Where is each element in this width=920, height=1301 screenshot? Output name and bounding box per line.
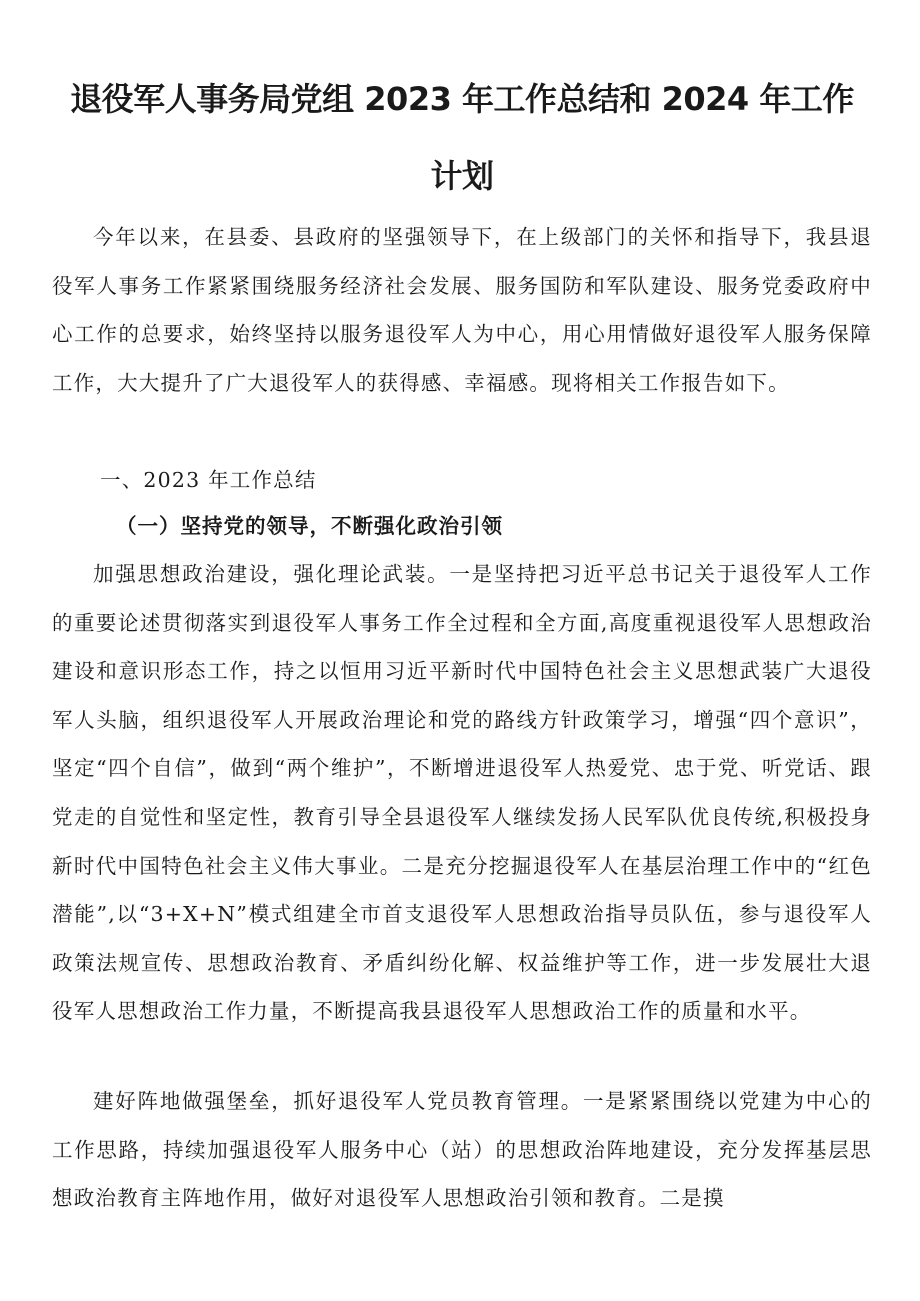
body-paragraph-ideology: 加强思想政治建设，强化理论武装。一是坚持把习近平总书记关于退役军人工作的重要论述贯彻落实到退役军人事务工作全过程和全方面,高度重视退役军人思想政治建设和意识形态工作，持之以恒用习近平新时代中国特色社会主义思想武装广大退役军人头脑，组织退役军人开展政治理论和党的路线方针政策学习，增强“四个意识”，坚定“四个自信”，做到“两个维护”，不断增进退役军人热爱党、忠于党、听党话、跟党走的自觉性和坚定性，教育引导全县退役军人继续发扬人民军队优良传统,积极投身新时代中国特色社会主义伟大事业。二是充分挖掘退役军人在基层治理工作中的“红色潜能”,以“3+X+N”模式组建全市首支退役军人思想政治指导员队伍，参与退役军人政策法规宣传、思想政治教育、矛盾纠纷化解、权益维护等工作，进一步发展壮大退役军人思想政治工作力量，不断提高我县退役军人思想政治工作的质量和水平。	[52, 562, 872, 1024]
document-title-line-1: 退役军人事务局党组 2023 年工作总结和 2024 年工作	[70, 80, 854, 118]
section-heading: 一、2023 年工作总结	[100, 468, 317, 492]
body-paragraph-base: 建好阵地做强堡垒，抓好退役军人党员教育管理。一是紧紧围绕以党建为中心的工作思路，持续加强退役军人服务中心（站）的思想政治阵地建设，充分发挥基层思想政治教育主阵地作用，做好对退役军人思想政治引领和教育。二是摸	[52, 1089, 872, 1211]
document-title-line-2: 计划	[430, 157, 494, 195]
subsection-heading: （一）坚持党的领导，不断强化政治引领	[116, 514, 503, 538]
intro-paragraph: 今年以来，在县委、县政府的坚强领导下，在上级部门的关怀和指导下，我县退役军人事务工作紧紧围绕服务经济社会发展、服务国防和军队建设、服务党委政府中心工作的总要求，始终坚持以服务退役军人为中心，用心用情做好退役军人服务保障工作，大大提升了广大退役军人的获得感、幸福感。现将相关工作报告如下。	[52, 225, 872, 395]
